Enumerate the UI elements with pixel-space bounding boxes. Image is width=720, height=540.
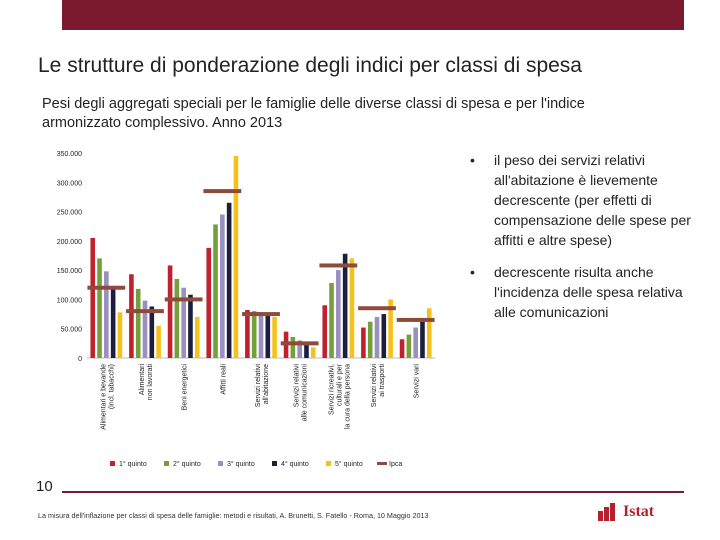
header-bar (62, 0, 684, 30)
x-tick-label: Servizi relativi (371, 364, 378, 408)
bar (220, 215, 225, 359)
bullet-text: decrescente risulta anche l'incidenza delle spesa relativa alle comunicazioni (494, 264, 683, 320)
bullet-marker: • (470, 152, 475, 168)
x-tick-label: Servizi relativi (293, 364, 301, 408)
footer-text: La misura dell'inflazione per classi di spesa delle famiglie: metodi e risultati, A. Brunetti, S. Fatello - Roma, 10 Maggio 2013 (38, 511, 429, 520)
bar (413, 328, 418, 358)
y-tick-label: 50.000 (60, 326, 82, 334)
y-tick-label: 350.000 (56, 151, 82, 158)
legend-label: 4° quinto (281, 461, 309, 468)
istat-logo (598, 503, 654, 521)
bar (266, 315, 271, 358)
bullet-text: il peso dei servizi relativi all'abitazione è lievemente decrescente (per effetti di compensazione delle spese per affitti e altre spese) (494, 152, 691, 248)
x-tick-label: Alimentari e bevande (100, 364, 108, 430)
legend-label: Ipca (389, 461, 403, 468)
bar (245, 310, 250, 358)
slide-title: Le strutture di ponderazione degli indici per classi di spesa (38, 54, 582, 77)
x-tick-label: all'abitazione (263, 364, 270, 405)
bar (156, 326, 161, 358)
y-tick-label: 250.000 (56, 209, 82, 217)
footer-divider (62, 491, 684, 493)
x-tick-label: Affitti reali (220, 364, 228, 395)
bar (150, 306, 155, 358)
bar (311, 347, 316, 358)
bar (375, 317, 380, 358)
legend-swatch (377, 462, 387, 465)
ipca-marker (358, 306, 396, 310)
x-tick-label: Beni energetici (181, 364, 189, 411)
slide-subtitle: Pesi degli aggregati speciali per le famiglie delle diverse classi di spesa e per l'indice armonizzato complessivo. Anno 2013 (42, 96, 585, 131)
bar (195, 317, 200, 358)
bar (368, 322, 373, 358)
bar (427, 308, 432, 358)
bar (97, 258, 102, 358)
bar (329, 283, 334, 358)
legend-label: 1° quinto (119, 461, 147, 468)
bar (188, 295, 193, 358)
bar (420, 322, 425, 358)
ipca-marker (165, 297, 203, 301)
bar (259, 312, 264, 358)
ipca-marker (397, 318, 435, 322)
bar (336, 270, 341, 358)
ipca-marker (87, 286, 125, 290)
logo-text: Istat (623, 503, 655, 520)
legend-swatch (110, 461, 115, 466)
x-tick-label: (incl. tabacchi) (108, 364, 116, 410)
bar (90, 238, 95, 358)
x-tick-label: Servizi ricreativi, (328, 364, 336, 415)
legend-swatch (326, 461, 331, 466)
y-tick-label: 300.000 (56, 180, 82, 188)
legend-label: 3° quinto (227, 461, 255, 468)
bar (206, 248, 211, 358)
legend-swatch (164, 461, 169, 466)
ipca-marker (203, 189, 241, 193)
x-tick-label: non lavorati (147, 364, 154, 401)
x-tick-label: Alimentari (139, 364, 146, 396)
bar (111, 287, 116, 358)
ipca-marker (126, 309, 164, 313)
bullet-item (470, 150, 692, 250)
x-tick-label: alle comunicazioni (301, 364, 309, 422)
bar (350, 258, 355, 358)
ipca-marker (319, 263, 357, 267)
legend-swatch (218, 461, 223, 466)
bar (168, 265, 173, 358)
y-tick-label: 150.000 (56, 268, 82, 276)
legend-label: 5° quinto (335, 461, 363, 468)
bar (227, 203, 232, 358)
bullet-marker: • (470, 264, 475, 280)
y-tick-label: 100.000 (56, 297, 82, 305)
bar (291, 337, 296, 358)
ipca-marker (281, 341, 319, 345)
bar-chart (30, 145, 450, 475)
y-tick-label: 0 (78, 356, 82, 363)
bar (136, 289, 141, 358)
bar (272, 317, 277, 358)
bar (407, 335, 412, 358)
bar (213, 224, 218, 358)
bar (129, 274, 134, 358)
bar (343, 254, 348, 358)
bar (104, 271, 109, 358)
bar (400, 339, 405, 358)
y-tick-label: 200.000 (56, 238, 82, 246)
bar (175, 279, 180, 358)
x-tick-label: culturali e per (336, 364, 344, 407)
page-number: 10 (36, 478, 53, 495)
bar (252, 311, 257, 358)
x-tick-label: Servizi vari (413, 364, 421, 399)
bar (234, 156, 239, 358)
logo-mark-icon (598, 503, 620, 521)
bar (118, 312, 123, 358)
legend-swatch (272, 461, 277, 466)
bar (361, 328, 366, 358)
ipca-marker (242, 312, 280, 316)
bullet-list (470, 150, 692, 334)
bar (382, 314, 387, 358)
x-tick-label: la cura della persona (344, 364, 352, 429)
x-tick-label: ai trasporti (379, 364, 386, 397)
x-tick-label: Servizi relativi (255, 364, 262, 408)
legend-label: 2° quinto (173, 461, 201, 468)
bar (322, 305, 327, 358)
bullet-item (470, 262, 692, 322)
